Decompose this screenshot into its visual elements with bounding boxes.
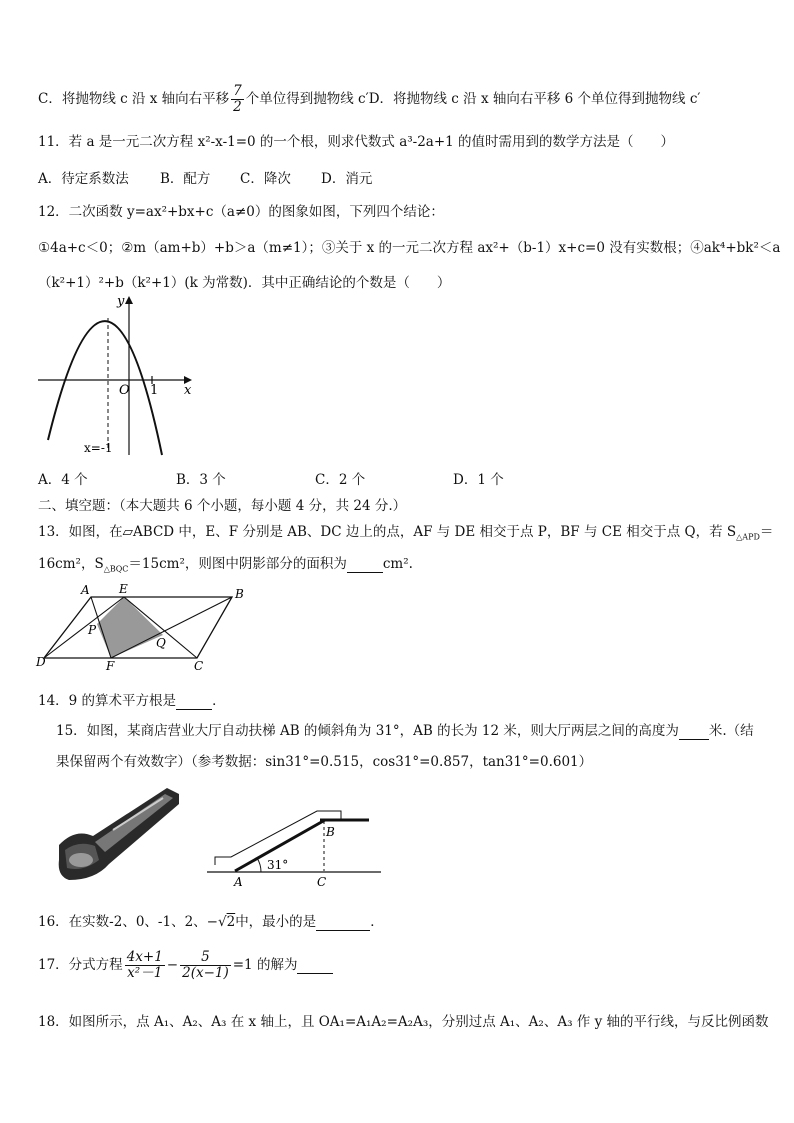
- q12-conclusions-line2: （k²+1）²+b（k²+1）(k 为常数)．其中正确结论的个数是（ ）: [38, 275, 451, 291]
- fig13-label-d: D: [36, 655, 46, 669]
- q14-end: ．: [212, 693, 226, 709]
- fig13-label-e: E: [119, 582, 128, 596]
- q11-option-c: C．降次: [240, 171, 291, 187]
- q11-option-b: B．配方: [160, 171, 211, 187]
- fig13-label-q: Q: [156, 636, 166, 650]
- fig13-label-b: B: [235, 587, 244, 601]
- q10-option-c-after: 个单位得到抛物线 c′: [245, 91, 369, 107]
- fig15-angle-label: 31°: [267, 858, 289, 872]
- q12-options: [38, 468, 758, 488]
- q12-option-a: A．4 个: [38, 472, 88, 488]
- escalator-photo: [55, 780, 185, 890]
- q12-option-c: C．2 个: [315, 472, 366, 488]
- section-fill-in-heading: 二、填空题：（本大题共 6 个小题，每小题 4 分，共 24 分.）: [38, 498, 407, 514]
- fraction-numerator: 5: [180, 950, 231, 966]
- q17-line: [38, 950, 333, 981]
- q17-fraction-1: [125, 950, 165, 981]
- q13-line2: [38, 552, 413, 574]
- q15-line1: [56, 719, 754, 740]
- q12-parabola-graph: [34, 290, 204, 460]
- q13-text-1: 13．如图，在▱ABCD 中，E、F 分别是 AB、DC 边上的点，AF 与 DE 相交于点 P，BF 与 CE 相交于点 Q，若 S: [38, 524, 737, 540]
- graph-origin-label: O: [119, 383, 130, 398]
- fraction-denominator: 2: [233, 99, 242, 115]
- q16-end: ．: [370, 914, 384, 930]
- sqrt-radical: −√2: [206, 914, 236, 930]
- q13-text-2b: ＝15cm²，则图中阴影部分的面积为: [128, 556, 347, 572]
- q10-options: [38, 84, 700, 115]
- fig15-label-a: A: [234, 875, 243, 889]
- q11-option-a: A．待定系数法: [38, 171, 129, 187]
- q12-stem: 12．二次函数 y=ax²+bx+c（a≠0）的图象如图，下列四个结论：: [38, 204, 444, 220]
- q15-answer-blank[interactable]: [679, 723, 709, 740]
- q14-text: 14．9 的算术平方根是: [38, 693, 177, 709]
- q17-minus: −: [166, 957, 179, 973]
- q17-text-after: =1 的解为: [232, 957, 298, 973]
- q16-line: [38, 910, 384, 931]
- sqrt-radicand: 2: [226, 914, 236, 930]
- graph-y-label: y: [117, 294, 125, 309]
- graph-tick-label: 1: [150, 383, 159, 398]
- q15-text-1-end: 米.（结: [708, 723, 754, 739]
- fraction-denominator: 2(x−1): [182, 965, 229, 981]
- q12-option-b: B．3 个: [176, 472, 226, 488]
- fig13-label-a: A: [81, 583, 90, 597]
- q18-line: 18．如图所示，点 A₁、A₂、A₃ 在 x 轴上，且 OA₁=A₁A₂=A₂A₃，分别过点 A₁、A₂、A₃ 作 y 轴的平行线，与反比例函数: [38, 1014, 769, 1030]
- q10-option-c-before: C．将抛物线 c 沿 x 轴向右平移: [38, 91, 230, 107]
- q15-escalator-diagram: [205, 785, 385, 895]
- q14-answer-blank[interactable]: [176, 693, 212, 710]
- q13-subscript-apd: △APD: [736, 532, 760, 542]
- graph-x-label: x: [184, 383, 192, 398]
- fig13-label-p: P: [88, 623, 97, 637]
- q12-conclusions-line1: ①4a+c＜0；②m（am+b）+b＞a（m≠1）；③关于 x 的一元二次方程 ax²+（b-1）x+c=0 没有实数根；④ak⁴+bk²＜a: [38, 240, 781, 256]
- fig13-label-f: F: [106, 659, 115, 672]
- fraction-numerator: 4x+1: [126, 949, 163, 965]
- q15-line2: 果保留两个有效数字）（参考数据：sin31°=0.515，cos31°=0.857，tan31°=0.601）: [56, 754, 593, 770]
- q13-text-2c: cm².: [382, 556, 413, 572]
- q13-text-1-end: ＝: [759, 524, 774, 540]
- graph-axis-of-symmetry-label: x=-1: [84, 441, 113, 455]
- q17-fraction-2: [180, 950, 231, 981]
- q10-option-c-fraction: [231, 84, 244, 115]
- q13-parallelogram-figure: [34, 580, 254, 672]
- q13-text-2a: 16cm²，S: [38, 556, 104, 572]
- q10-option-d: D．将抛物线 c 沿 x 轴向右平移 6 个单位得到抛物线 c′: [368, 91, 701, 107]
- fraction-denominator: x²－1: [127, 965, 163, 981]
- q13-answer-blank[interactable]: [347, 556, 383, 573]
- q16-answer-blank[interactable]: [316, 914, 370, 931]
- q16-text-before: 16．在实数-2、0、-1、2、: [38, 914, 207, 930]
- q11-option-d: D．消元: [321, 171, 373, 187]
- q16-text-after: 中，最小的是: [235, 914, 317, 930]
- q17-text-before: 17．分式方程: [38, 957, 123, 973]
- q11-stem: 11．若 a 是一元二次方程 x²-x-1=0 的一个根，则求代数式 a³-2a+1 的值时需用到的数学方法是（ ）: [38, 134, 675, 150]
- q11-options: [38, 167, 758, 187]
- q13-subscript-bqc: △BQC: [103, 564, 129, 574]
- fraction-numerator: 7: [233, 83, 242, 99]
- q13-line1: [38, 520, 773, 542]
- q12-option-d: D．1 个: [453, 472, 504, 488]
- q14-line: [38, 689, 226, 710]
- fig15-label-b: B: [326, 825, 335, 839]
- q17-answer-blank[interactable]: [297, 957, 333, 974]
- fig15-label-c: C: [317, 875, 327, 889]
- fig13-label-c: C: [194, 659, 204, 672]
- q15-text-1: 15．如图，某商店营业大厅自动扶梯 AB 的倾斜角为 31°，AB 的长为 12 米，则大厅两层之间的高度为: [56, 723, 679, 739]
